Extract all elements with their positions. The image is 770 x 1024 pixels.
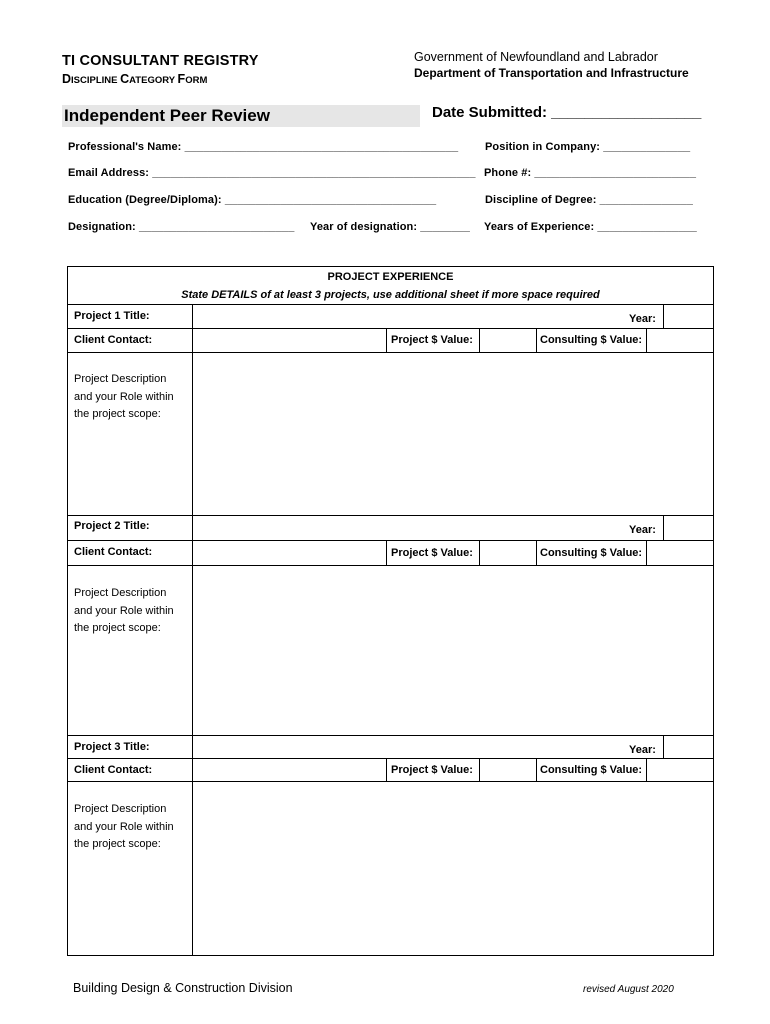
- education-field[interactable]: Education (Degree/Diploma): __________________________________: [68, 194, 437, 206]
- client-contact-label: Client Contact:: [74, 334, 153, 346]
- designation-field[interactable]: Designation: _________________________: [68, 221, 295, 233]
- project-title-label: Project 3 Title:: [74, 741, 150, 753]
- client-contact-label: Client Contact:: [74, 764, 153, 776]
- project-description-label: Project Description and your Role within the project scope:: [74, 373, 174, 420]
- consulting-value-label: Consulting $ Value:: [540, 764, 643, 776]
- project-value-label: Project $ Value:: [391, 547, 473, 559]
- date-submitted-field[interactable]: Date Submitted: __________________: [432, 104, 702, 121]
- project-experience-table: [67, 266, 714, 956]
- project-3-description-input[interactable]: [193, 782, 713, 955]
- project-2-title-input[interactable]: [193, 516, 623, 540]
- position-field[interactable]: Position in Company: ______________: [485, 141, 691, 153]
- year-label: Year:: [629, 524, 656, 536]
- year-of-designation-field[interactable]: Year of designation: ________: [310, 221, 471, 233]
- project-3-client-input[interactable]: [193, 759, 386, 781]
- project-1-description-input[interactable]: [193, 353, 713, 515]
- project-3-value-input[interactable]: [480, 759, 536, 781]
- form-subtitle: DISCIPLINE CATEGORY FORM: [62, 72, 208, 86]
- email-field[interactable]: Email Address: ____________________________________________________: [68, 167, 476, 179]
- project-title-label: Project 1 Title:: [74, 310, 150, 322]
- project-1-consulting-input[interactable]: [647, 329, 713, 352]
- project-3-year-input[interactable]: [664, 736, 713, 758]
- professional-name-field[interactable]: Professional's Name: ____________________________________________: [68, 141, 459, 153]
- project-3-title-input[interactable]: [193, 736, 623, 758]
- phone-field[interactable]: Phone #: __________________________: [484, 167, 697, 179]
- consulting-value-label: Consulting $ Value:: [540, 334, 643, 346]
- project-2-description-input[interactable]: [193, 566, 713, 735]
- department-name: Department of Transportation and Infrastructure: [414, 66, 689, 80]
- year-label: Year:: [629, 744, 656, 756]
- project-2-client-input[interactable]: [193, 541, 386, 565]
- project-1-value-input[interactable]: [480, 329, 536, 352]
- discipline-field[interactable]: Discipline of Degree: _______________: [485, 194, 693, 206]
- project-value-label: Project $ Value:: [391, 334, 473, 346]
- project-title-label: Project 2 Title:: [74, 520, 150, 532]
- project-1-client-input[interactable]: [193, 329, 386, 352]
- project-value-label: Project $ Value:: [391, 764, 473, 776]
- project-description-label: Project Description and your Role within the project scope:: [74, 587, 174, 634]
- year-label: Year:: [629, 313, 656, 325]
- category-title: Independent Peer Review: [64, 106, 270, 125]
- government-name: Government of Newfoundland and Labrador: [414, 50, 658, 64]
- footer-division: Building Design & Construction Division: [73, 981, 293, 995]
- project-3-consulting-input[interactable]: [647, 759, 713, 781]
- years-experience-field[interactable]: Years of Experience: ________________: [484, 221, 697, 233]
- table-heading: PROJECT EXPERIENCE: [327, 271, 454, 283]
- project-2-year-input[interactable]: [664, 516, 713, 540]
- project-description-label: Project Description and your Role within the project scope:: [74, 803, 174, 850]
- registry-title: TI CONSULTANT REGISTRY: [62, 53, 259, 69]
- project-1-title-input[interactable]: [193, 305, 623, 328]
- project-2-consulting-input[interactable]: [647, 541, 713, 565]
- table-instruction: State DETAILS of at least 3 projects, use additional sheet if more space required: [181, 289, 600, 301]
- client-contact-label: Client Contact:: [74, 546, 153, 558]
- consulting-value-label: Consulting $ Value:: [540, 547, 643, 559]
- footer-revised: revised August 2020: [583, 984, 674, 995]
- project-2-value-input[interactable]: [480, 541, 536, 565]
- project-1-year-input[interactable]: [664, 305, 713, 328]
